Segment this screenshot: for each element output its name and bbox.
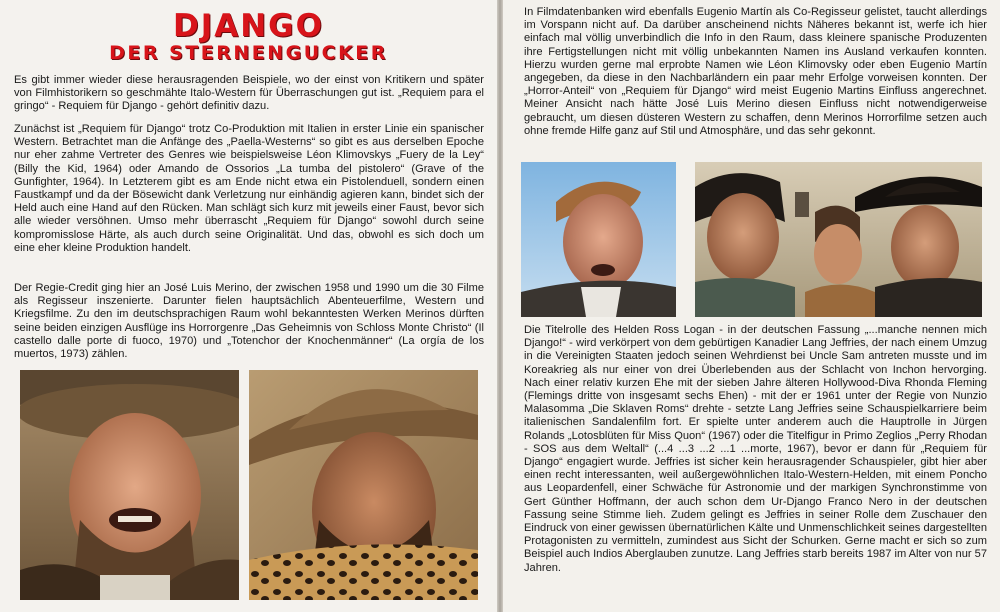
body-paragraph: Zunächst ist „Requiem für Django“ trotz Co-Produktion mit Italien in erster Linie ein spanischer Western. Betrachtet man die Anfänge des „Paella-Westerns“ so gibt es aus derselben Epoche nur eher zahme Vertreter des Genres wie beispielsweise Léon Klimovskys „Fuery de la Ley“ (Billy the Kid, 1964) oder Amando de Ossorios „La tumba del pistolero“ (Grave of the Gunfighter, 1964). In Letzterem gibt es am Ende nicht etwa ein Pistolenduell, sondern einen Faustkampf und da der Bösewicht dank Verletzung nur einhändig agieren kann, bindet sich der Held auch eine Hand auf den Rücken. Man schlägt sich kurz mit jeweils einer Faust, bevor sich alle wieder versöhnen. Umso mehr überrascht „Requiem für Django“ sowohl durch seine kompromisslose Härte, als auch durch seine Originalität. Und das, obwohl es sich doch um eine eher kleine Produktion handelt. <box>14 123 484 254</box>
film-still-leopard-poncho <box>249 370 478 600</box>
page-subtitle: DER STERNENGUCKER <box>109 42 388 64</box>
right-page <box>503 0 1000 612</box>
left-page <box>0 0 497 612</box>
film-still-man-shouting <box>521 162 676 317</box>
body-paragraph: Der Regie-Credit ging hier an José Luis Merino, der zwischen 1958 und 1990 um die 30 Filme als Regisseur inszenierte. Darunter fielen hauptsächlich Abenteuerfilme, Western und Kriegsfilme. Zu den im deutschsprachigen Raum wohl bekanntesten Werken Merinos dürften seine beiden einzigen Ausflüge ins Horrorgenre „Das Geheimnis von Schloss Monte Christo“ (Il castello dalle porte di fuoco, 1970) und „Totenchor der Knochenmänner“ (La orgía de los muertos, 1973) zählen. <box>14 282 484 361</box>
film-still-laughing-bandit <box>20 370 239 600</box>
film-still-three-men <box>695 162 982 317</box>
page-title: DJANGO <box>172 8 324 44</box>
body-paragraph: In Filmdatenbanken wird ebenfalls Eugenio Martín als Co-Regisseur gelistet, taucht allerdings im Vorspann nicht auf. Da darüber anscheinend nichts Näheres bekannt ist, werfe ich hier einfach mal völlig unverbindlich die Info in den Raum, dass kleinere spanische Produzenten ihre Fertigstellungen nicht mit völlig unbekannten Namen ins Ausland verkaufen konnten. Hierzu wurden gerne mal erprobte Namen wie Léon Klimovsky oder eben Eugenio Martín angegeben, da diese in den Nachbarländern ein paar mehr Erfolge vorweisen konnten. Der „Horror-Anteil“ von „Requiem für Django“ wird meist Eugenio Martins Einfluss angerechnet. Meiner Ansicht nach hätte José Luis Merino diesen Einfluss nicht notwendigerweise gebraucht, um diesen düsteren Western zu schaffen, denn Merinos Horrorfilme setzen auch ohne fremde Hilfe ganz auf Stil und Atmosphäre, und das sehr gekonnt. <box>524 6 987 137</box>
intro-paragraph: Es gibt immer wieder diese herausragenden Beispiele, wo der einst von Kritikern und später von Filmhistorikern so geschmähte Italo-Western für Überraschungen gut ist. „Requiem para el gringo“ - Requiem für Django - gehört definitiv dazu. <box>14 74 484 113</box>
body-paragraph: Die Titelrolle des Helden Ross Logan - in der deutschen Fassung „...manche nennen mich Django!“ - wird verkörpert von dem gebürtigen Kanadier Lang Jeffries, der nach einem Umzug in die Vereinigten Staaten jedoch seinen Wehrdienst bei Uncle Sam antreten musste und im Koreakrieg als nur einer von drei Überlebenden aus der Schlacht von Inchon hervorging. Nach einer relativ kurzen Ehe mit der sieben Jahre älteren Hollywood-Diva Rhonda Fleming (Flemings dritte von insgesamt sechs Ehen) - mit der er 1961 unter der Regie von Nunzio Malasomma „Die Sklaven Roms“ drehte - setzte Lang Jeffries seine Schauspielkarriere beim italienischen Sandalenfilm fort. Er spielte unter anderem auch die Hauptrolle in Jürgen Rolands „Lotosblüten für Miss Quon“ (1967) oder die Titelfigur in Primo Zeglios „Perry Rhodan - SOS aus dem Weltall“ (...4 ...3 ...2 ...1 ...morte, 1967), bevor er dann für „Requiem für Django“ engagiert wurde. Jeffries ist sicher kein herausragender Schauspieler, gibt hier aber einen recht interessanten, weil außergewöhnlichen Italo-Western-Helden, mit einem Poncho aus Leopardenfell, einer Schwäche für Astronomie und der markigen Synchronstimme von Gert Günther Hoffmann, der auch schon dem Ur-Django Franco Nero in der deutschen Fassung seine Stimme lieh. Zudem gelingt es Jeffries in seiner Rolle dem Zuschauer den Eindruck von einer gewissen übernatürlichen Kälte und Unmenschlichkeit seines dargestellten Protagonisten zu vermitteln, zumindest aus Sicht der Schurken. Gerne macht er sich so zum Beispiel auch Indios Aberglauben zunutze. Lang Jeffries starb bereits 1987 im Alter von nur 57 Jahren. <box>524 324 987 574</box>
